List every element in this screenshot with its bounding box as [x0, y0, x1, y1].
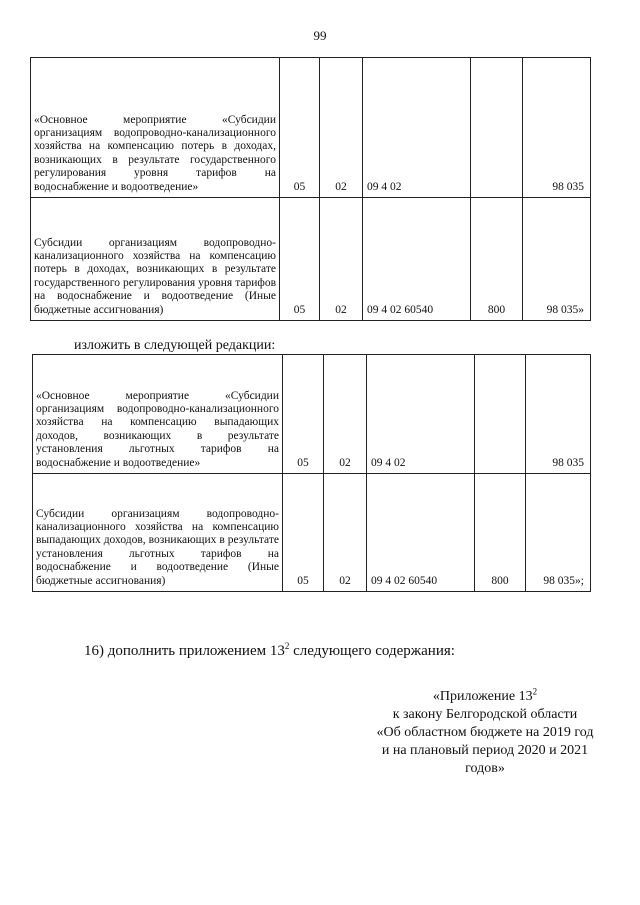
budget-table-new	[32, 354, 591, 592]
item-16-paragraph	[84, 643, 455, 660]
target-article-code: 09 4 02	[363, 58, 471, 198]
item-16-text: 16) дополнить приложением 13	[84, 643, 285, 659]
row-description: Субсидии организациям водопроводно-канализационного хозяйства на компенсацию потерь в доходах, возникающих в результате государственного регулирования уровня тарифов на водоснабжение и водоотведение (Иные бюджетные ассигнования)	[31, 198, 280, 321]
subsection-code: 02	[324, 474, 367, 592]
budget-table-old	[30, 57, 591, 321]
expense-type-code	[471, 58, 523, 198]
target-article-code: 09 4 02	[367, 355, 475, 474]
item-16-superscript: 2	[284, 641, 290, 651]
row-description: Субсидии организациям водопроводно-канализационного хозяйства на компенсацию выпадающих доходов, возникающих в результате установления льготных тарифов на водоснабжение и водоотведение (Иные бюджетные ассигнования)	[33, 474, 283, 592]
subsection-code: 02	[320, 58, 363, 198]
section-code: 05	[280, 198, 320, 321]
section-code: 05	[280, 58, 320, 198]
appendix-line-3: «Об областном бюджете на 2019 год	[376, 725, 594, 740]
appendix-line-4: и на плановый период 2020 и 2021	[381, 743, 589, 758]
appendix-title: «Приложение 13	[432, 689, 533, 704]
subsection-code: 02	[324, 355, 367, 474]
target-article-code: 09 4 02 60540	[363, 198, 471, 321]
row-description: «Основное мероприятие «Субсидии организациям водопроводно-канализационного хозяйства на компенсацию потерь в доходах, возникающих в результате государственного регулирования уровня тарифов на водоснабжение и водоотведение»	[31, 58, 280, 198]
page-number: 99	[313, 28, 327, 43]
expense-type-code: 800	[471, 198, 523, 321]
amount: 98 035»;	[526, 474, 591, 592]
amount: 98 035	[526, 355, 591, 474]
section-code: 05	[283, 355, 324, 474]
row-description: «Основное мероприятие «Субсидии организациям водопроводно-канализационного хозяйства на компенсацию выпадающих доходов, возникающих в результате установления льготных тарифов на водоснабжение и водоотведение»	[33, 355, 283, 474]
caption: изложить в следующей редакции:	[74, 338, 276, 353]
appendix-header	[370, 688, 600, 778]
expense-type-code: 800	[475, 474, 526, 592]
appendix-line-2: к закону Белгородской области	[392, 707, 578, 722]
section-code: 05	[283, 474, 324, 592]
appendix-superscript: 2	[532, 686, 538, 697]
amount: 98 035	[523, 58, 591, 198]
table-row	[31, 198, 591, 321]
expense-type-code	[475, 355, 526, 474]
table-row	[33, 355, 591, 474]
item-16-text-after: следующего содержания:	[289, 643, 455, 659]
table-row	[33, 474, 591, 592]
appendix-line-1	[370, 688, 600, 706]
amount: 98 035»	[523, 198, 591, 321]
appendix-line-5: годов»	[465, 761, 505, 776]
target-article-code: 09 4 02 60540	[367, 474, 475, 592]
table-row	[31, 58, 591, 198]
subsection-code: 02	[320, 198, 363, 321]
